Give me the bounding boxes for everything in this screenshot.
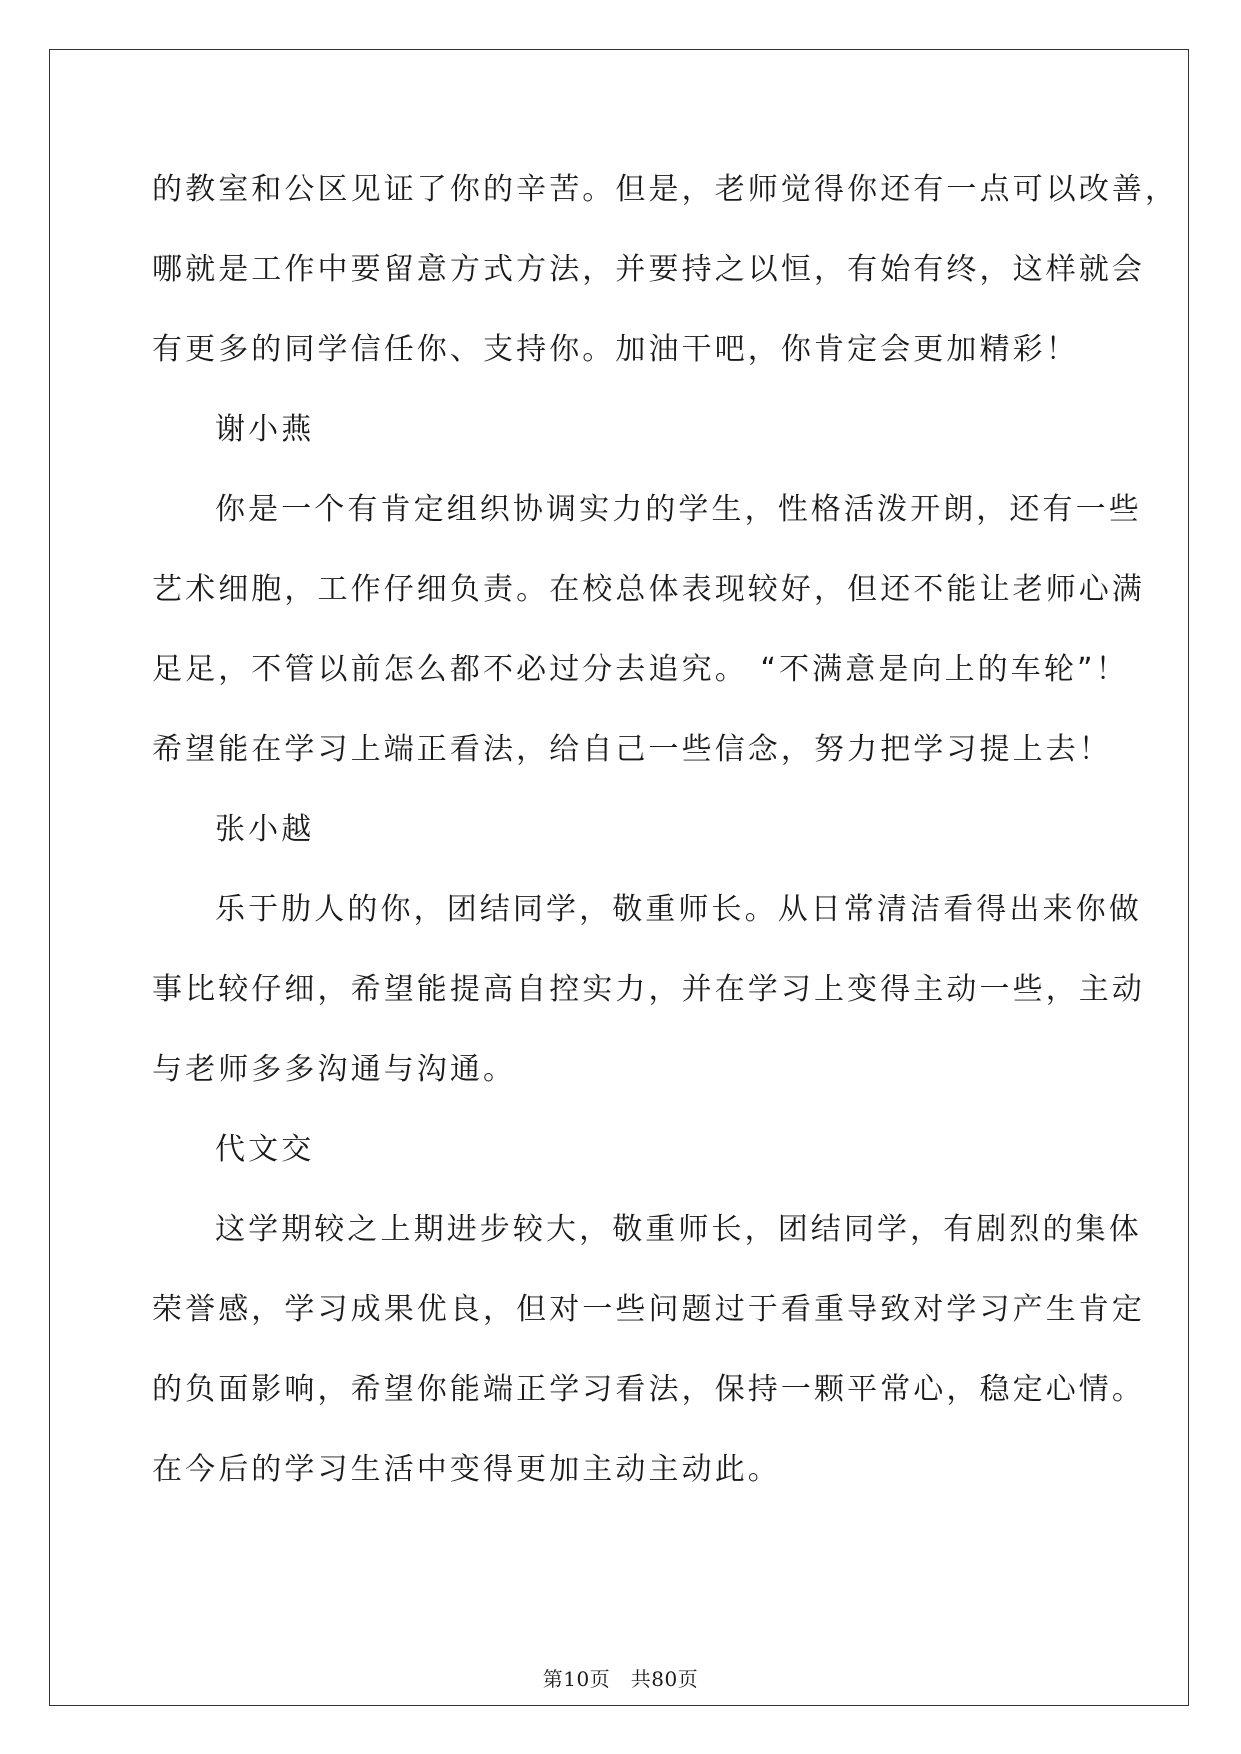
paragraph-line: 足足，不管以前怎么都不必过分去追究。 “不满意是向上的车轮”！	[152, 652, 1129, 687]
paragraph-line: 你是一个有肯定组织协调实力的学生，性格活泼开朗，还有一些	[215, 492, 1142, 527]
student-name-heading: 代文交	[215, 1132, 315, 1167]
paragraph-line: 这学期较之上期进步较大，敬重师长，团结同学，有剧烈的集体	[215, 1212, 1142, 1247]
paragraph-line: 艺术细胞，工作仔细负责。在校总体表现较好，但还不能让老师心满	[152, 572, 1145, 607]
paragraph-line: 的负面影响，希望你能端正学习看法，保持一颗平常心，稳定心情。	[152, 1372, 1145, 1407]
paragraph-line: 乐于肋人的你，团结同学，敬重师长。从日常清洁看得出来你做	[215, 892, 1142, 927]
paragraph-line: 在今后的学习生活中变得更加主动主动此。	[152, 1452, 781, 1487]
paragraph-line: 的教室和公区见证了你的辛苦。但是，老师觉得你还有一点可以改善，	[152, 172, 1179, 207]
paragraph-line: 有更多的同学信任你、支持你。加油干吧，你肯定会更加精彩！	[152, 332, 1079, 367]
page-footer	[0, 1663, 1241, 1692]
paragraph-line: 荣誉感，学习成果优良，但对一些问题过于看重导致对学习产生肯定	[152, 1292, 1145, 1327]
paragraph-line: 希望能在学习上端正看法，给自己一些信念，努力把学习提上去！	[152, 732, 1112, 767]
student-name-heading: 谢小燕	[215, 412, 315, 447]
student-name-heading: 张小越	[215, 812, 315, 847]
paragraph-line: 哪就是工作中要留意方式方法，并要持之以恒，有始有终，这样就会	[152, 252, 1145, 287]
page-number: 第10页 共80页	[542, 1667, 699, 1691]
paragraph-line: 事比较仔细，希望能提高自控实力，并在学习上变得主动一些，主动	[152, 972, 1145, 1007]
paragraph-line: 与老师多多沟通与沟通。	[152, 1052, 517, 1087]
